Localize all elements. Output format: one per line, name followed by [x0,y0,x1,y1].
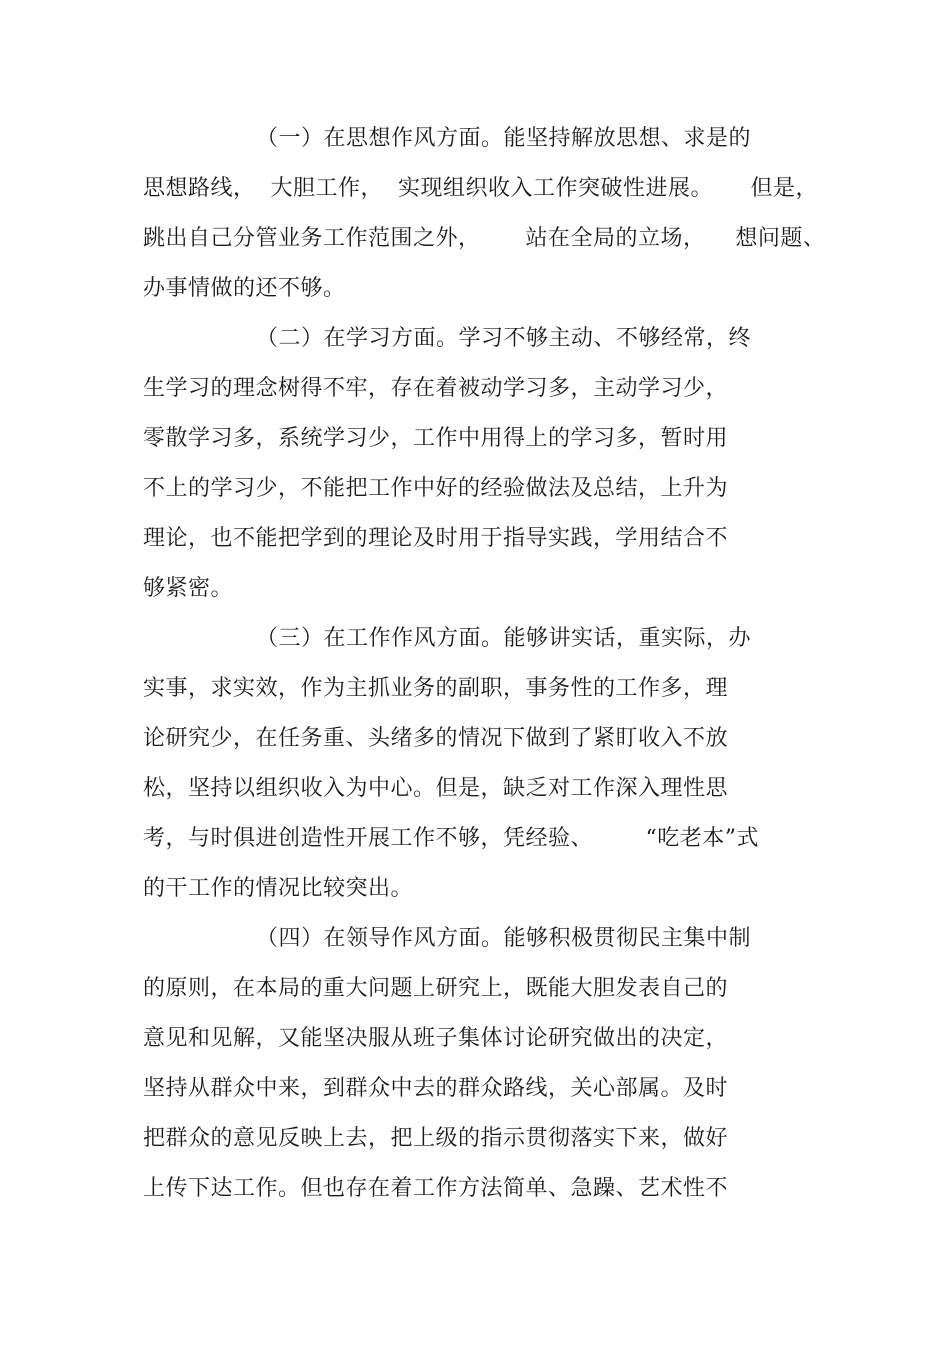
paragraph-3-line-6: 的干工作的情况比较突出。 [143,876,414,901]
paragraph-3-line-3: 论研究少，在任务重、头绪多的情况下做到了紧盯收入不放 [143,726,729,751]
paragraph-3-line-1: （三）在工作作风方面。能够讲实话，重实际，办 [256,626,752,651]
paragraph-4-line-3: 意见和见解，又能坚决服从班子集体讨论研究做出的决定， [143,1026,729,1051]
paragraph-4-line-5: 把群众的意见反映上去，把上级的指示贯彻落实下来，做好 [143,1126,729,1151]
paragraph-1-line-2: 思想路线， 大胆工作， 实现组织收入工作突破性进展。 但是， [143,176,818,201]
paragraph-4-line-6: 上传下达工作。但也存在着工作方法简单、急躁、艺术性不 [143,1176,729,1201]
paragraph-2-line-3: 零散学习多，系统学习少，工作中用得上的学习多，暂时用 [143,426,729,451]
paragraph-1-line-4: 办事情做的还不够。 [143,276,346,301]
paragraph-2-line-4: 不上的学习少，不能把工作中好的经验做法及总结，上升为 [143,476,729,501]
paragraph-3-line-2: 实事，求实效，作为主抓业务的副职，事务性的工作多，理 [143,676,729,701]
paragraph-3-line-4: 松，坚持以组织收入为中心。但是，缺乏对工作深入理性思 [143,776,729,801]
paragraph-3-line-5: 考，与时俱进创造性开展工作不够，凭经验、 “吃老本”式 [143,826,759,851]
paragraph-2-line-6: 够紧密。 [143,576,234,601]
paragraph-4-line-1: （四）在领导作风方面。能够积极贯彻民主集中制 [256,926,752,951]
paragraph-2-line-1: （二）在学习方面。学习不够主动、不够经常，终 [256,326,752,351]
paragraph-4-line-2: 的原则，在本局的重大问题上研究上，既能大胆发表自己的 [143,976,729,1001]
paragraph-2-line-5: 理论，也不能把学到的理论及时用于指导实践，学用结合不 [143,526,729,551]
paragraph-4-line-4: 坚持从群众中来，到群众中去的群众路线，关心部属。及时 [143,1076,729,1101]
paragraph-1-line-1: （一）在思想作风方面。能坚持解放思想、求是的 [256,126,752,151]
paragraph-2-line-2: 生学习的理念树得不牢，存在着被动学习多，主动学习少， [143,376,729,401]
paragraph-1-line-3: 跳出自己分管业务工作范围之外， 站在全局的立场， 想问题、 [143,226,826,251]
